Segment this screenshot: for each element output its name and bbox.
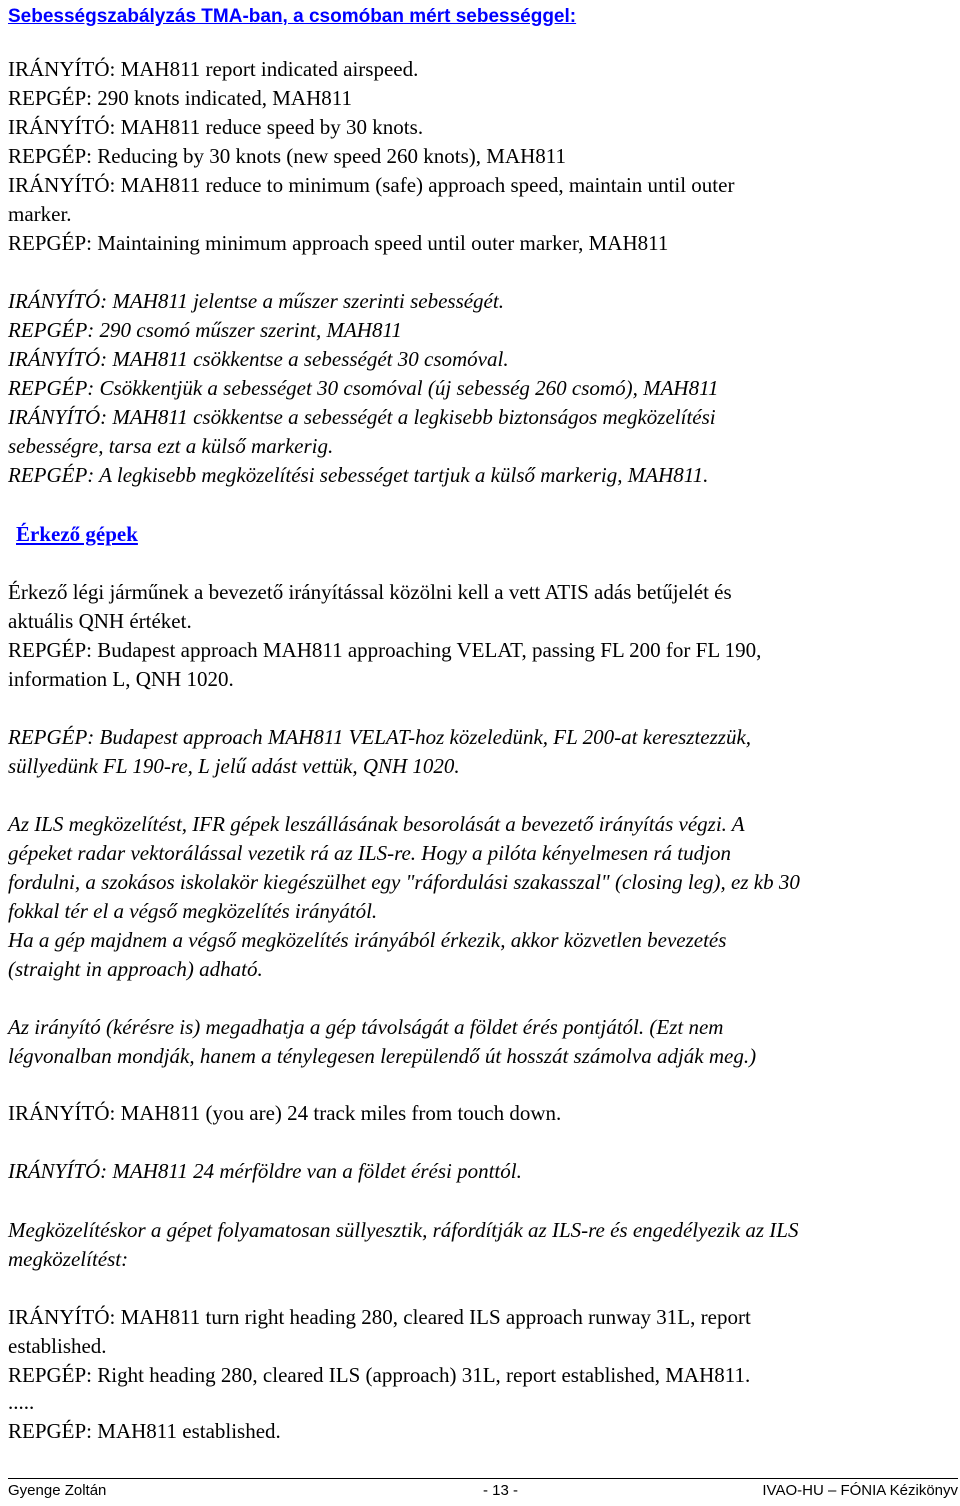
- ils-paragraph-line: fordulni, a szokásos iskolakör kiegészülhet egy "ráfordulási szakasszal" (closing leg), ez kb 30: [8, 870, 800, 894]
- hungarian-example-line: REPGÉP: Budapest approach MAH811 VELAT-hoz közeledünk, FL 200-at keresztezzük,: [8, 725, 752, 749]
- hungarian-line: sebességre, tarsa ezt a külső markerig.: [8, 434, 334, 458]
- english-line: REPGÉP: Maintaining minimum approach speed until outer marker, MAH811: [8, 231, 669, 255]
- english-line: REPGÉP: Reducing by 30 knots (new speed 260 knots), MAH811: [8, 144, 567, 168]
- hungarian-line: REPGÉP: Csökkentjük a sebességet 30 csomóval (új sebesség 260 csomó), MAH811: [8, 376, 719, 400]
- english-line: IRÁNYÍTÓ: MAH811 report indicated airspeed.: [8, 57, 419, 81]
- ils-paragraph-line: Ha a gép majdnem a végső megközelítés irányából érkezik, akkor közvetlen bevezetés: [8, 928, 727, 952]
- intro-line: Érkező légi járműnek a bevezető irányítással közölni kell a vett ATIS adás betűjelét és: [8, 580, 732, 604]
- footer-divider: [8, 1478, 958, 1479]
- section-heading-speed-control[interactable]: Sebességszabályzás TMA-ban, a csomóban mért sebességgel:: [8, 6, 577, 27]
- final-line: established.: [8, 1334, 107, 1358]
- hungarian-line: REPGÉP: A legkisebb megközelítési sebességet tartjuk a külső markerig, MAH811.: [8, 463, 709, 487]
- hungarian-line: REPGÉP: 290 csomó műszer szerint, MAH811: [8, 318, 402, 342]
- approach-paragraph-line: Megközelítéskor a gépet folyamatosan süllyesztik, ráfordítják az ILS-re és engedélyezik az ILS: [8, 1218, 799, 1242]
- english-example-line: information L, QNH 1020.: [8, 667, 234, 691]
- hungarian-line: IRÁNYÍTÓ: MAH811 jelentse a műszer szerinti sebességét.: [8, 289, 504, 313]
- ils-paragraph-line: (straight in approach) adható.: [8, 957, 263, 981]
- footer-title: IVAO-HU – FÓNIA Kézikönyv: [762, 1482, 958, 1499]
- english-line: marker.: [8, 202, 72, 226]
- distance-english-line: IRÁNYÍTÓ: MAH811 (you are) 24 track miles from touch down.: [8, 1101, 562, 1125]
- hungarian-example-line: süllyedünk FL 190-re, L jelű adást vettük, QNH 1020.: [8, 754, 460, 778]
- final-line: REPGÉP: Right heading 280, cleared ILS (approach) 31L, report established, MAH811.: [8, 1363, 751, 1387]
- english-example-line: REPGÉP: Budapest approach MAH811 approaching VELAT, passing FL 200 for FL 190,: [8, 638, 762, 662]
- ils-paragraph-line: gépeket radar vektorálással vezetik rá az ILS-re. Hogy a pilóta kényelmesen rá tudjon: [8, 841, 731, 865]
- english-line: IRÁNYÍTÓ: MAH811 reduce speed by 30 knots.: [8, 115, 424, 139]
- hungarian-line: IRÁNYÍTÓ: MAH811 csökkentse a sebességét 30 csomóval.: [8, 347, 509, 371]
- final-line: IRÁNYÍTÓ: MAH811 turn right heading 280, cleared ILS approach runway 31L, report: [8, 1305, 751, 1329]
- footer-author: Gyenge Zoltán: [8, 1482, 107, 1499]
- ils-paragraph-line: fokkal tér el a végső megközelítés irányától.: [8, 899, 378, 923]
- final-line: .....: [8, 1390, 35, 1414]
- distance-paragraph-line: légvonalban mondják, hanem a ténylegesen lerepülendő út hosszát számolva adják meg.): [8, 1044, 757, 1068]
- section-heading-arrivals[interactable]: Érkező gépek: [16, 522, 138, 546]
- distance-hungarian-line: IRÁNYÍTÓ: MAH811 24 mérföldre van a földet érési ponttól.: [8, 1159, 522, 1183]
- hungarian-line: IRÁNYÍTÓ: MAH811 csökkentse a sebességét a legkisebb biztonságos megközelítési: [8, 405, 716, 429]
- footer-page-number: - 13 -: [483, 1482, 519, 1499]
- approach-paragraph-line: megközelítést:: [8, 1247, 129, 1271]
- english-line: REPGÉP: 290 knots indicated, MAH811: [8, 86, 352, 110]
- distance-paragraph-line: Az irányító (kérésre is) megadhatja a gép távolságát a földet érés pontjától. (Ezt nem: [8, 1015, 724, 1039]
- ils-paragraph-line: Az ILS megközelítést, IFR gépek leszállásának besorolását a bevezető irányítás végzi. A: [8, 812, 745, 836]
- english-line: IRÁNYÍTÓ: MAH811 reduce to minimum (safe) approach speed, maintain until outer: [8, 173, 735, 197]
- final-line: REPGÉP: MAH811 established.: [8, 1419, 281, 1443]
- intro-line: aktuális QNH értéket.: [8, 609, 192, 633]
